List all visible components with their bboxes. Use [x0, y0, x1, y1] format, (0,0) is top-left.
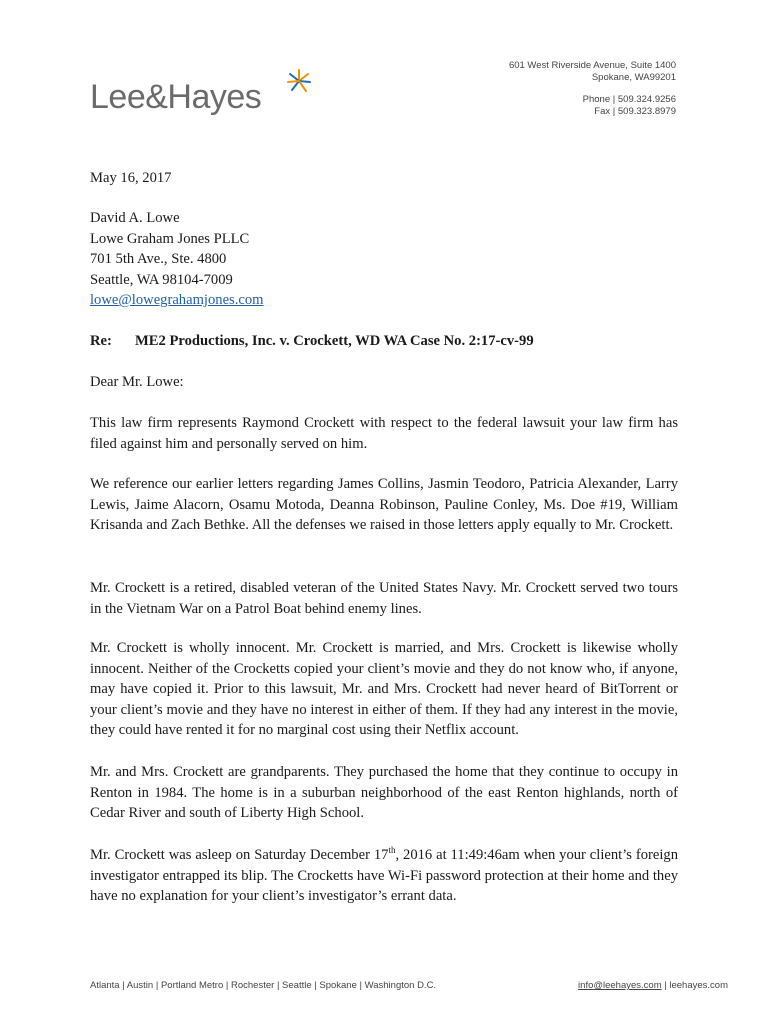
paragraph-part: , 2016 at 11:49:46am when your client’s foreign investigator entrapped its blip. The Crocketts have Wi-Fi password protection at their home and they have no explanation for your client’s investigator’s errant data.	[90, 847, 678, 904]
address-line-2: Spokane, WA99201	[591, 71, 676, 83]
re-line	[90, 331, 678, 352]
paragraph: This law firm represents Raymond Crockett with respect to the federal lawsuit your law firm has filed against him and personally served on him.	[90, 415, 678, 452]
logo-text: Lee&Hayes	[90, 78, 262, 116]
paragraph: We reference our earlier letters regarding James Collins, Jasmin Teodoro, Patricia Alexander, Larry Lewis, Jaime Alacorn, Osamu Motoda, Deanna Robinson, Pauline Conley, Ms. Doe #19, William Krisanda and Zach Bethke. All the defenses we raised in those letters apply equally to Mr. Crockett.	[90, 476, 678, 533]
ordinal-suffix: th	[388, 845, 396, 855]
phone-line: Phone | 509.324.9256	[582, 94, 676, 105]
letter-date: May 16, 2017	[90, 170, 172, 186]
recipient-email-link[interactable]: lowe@lowegrahamjones.com	[90, 292, 264, 308]
paragraph-part: Mr. Crockett was asleep on Saturday December 17	[90, 847, 389, 863]
recipient-name: David A. Lowe	[90, 210, 180, 226]
re-subject: ME2 Productions, Inc. v. Crockett, WD WA Case No. 2:17-cv-99	[135, 333, 534, 349]
paragraph: Mr. Crockett is wholly innocent. Mr. Crockett is married, and Mrs. Crockett is likewise wholly innocent. Neither of the Crocketts copied your client’s movie and they do not know who, if anyone, may have copied it. Prior to this lawsuit, Mr. and Mrs. Crockett had never heard of BitTorrent or your client’s movie and they have no interest in either of them. If they had any interest in the movie, they could have rented it for no marginal cost using their Netflix account.	[90, 640, 678, 738]
paragraph	[90, 845, 678, 907]
office-locations: Atlanta | Austin | Portland Metro | Rochester | Seattle | Spokane | Washington D.C.	[90, 980, 437, 991]
recipient-city: Seattle, WA 98104-7009	[90, 271, 233, 288]
firm-address-block	[509, 60, 676, 117]
re-label: Re:	[90, 333, 112, 349]
address-line-1: 601 West Riverside Avenue, Suite 1400	[508, 60, 676, 71]
salutation: Dear Mr. Lowe:	[90, 374, 184, 390]
paragraph: Mr. Crockett is a retired, disabled veteran of the United States Navy. Mr. Crockett served two tours in the Vietnam War on a Patrol Boat behind enemy lines.	[90, 580, 678, 617]
recipient-firm: Lowe Graham Jones PLLC	[90, 230, 250, 247]
recipient-street: 701 5th Ave., Ste. 4800	[90, 251, 227, 267]
paragraph: Mr. and Mrs. Crockett are grandparents. They purchased the home that they continue to occupy in Renton in 1984. The home is in a suburban neighborhood of the east Renton highlands, north of Cedar River and south of Liberty High School.	[90, 764, 678, 821]
footer-email-link[interactable]: info@leehayes.com	[578, 980, 662, 991]
footer-website: | leehayes.com	[661, 980, 728, 991]
fax-line: Fax | 509.323.8979	[594, 105, 676, 117]
footer-contact	[578, 980, 728, 991]
recipient-address	[90, 208, 678, 311]
starburst-logo-icon	[286, 68, 312, 94]
